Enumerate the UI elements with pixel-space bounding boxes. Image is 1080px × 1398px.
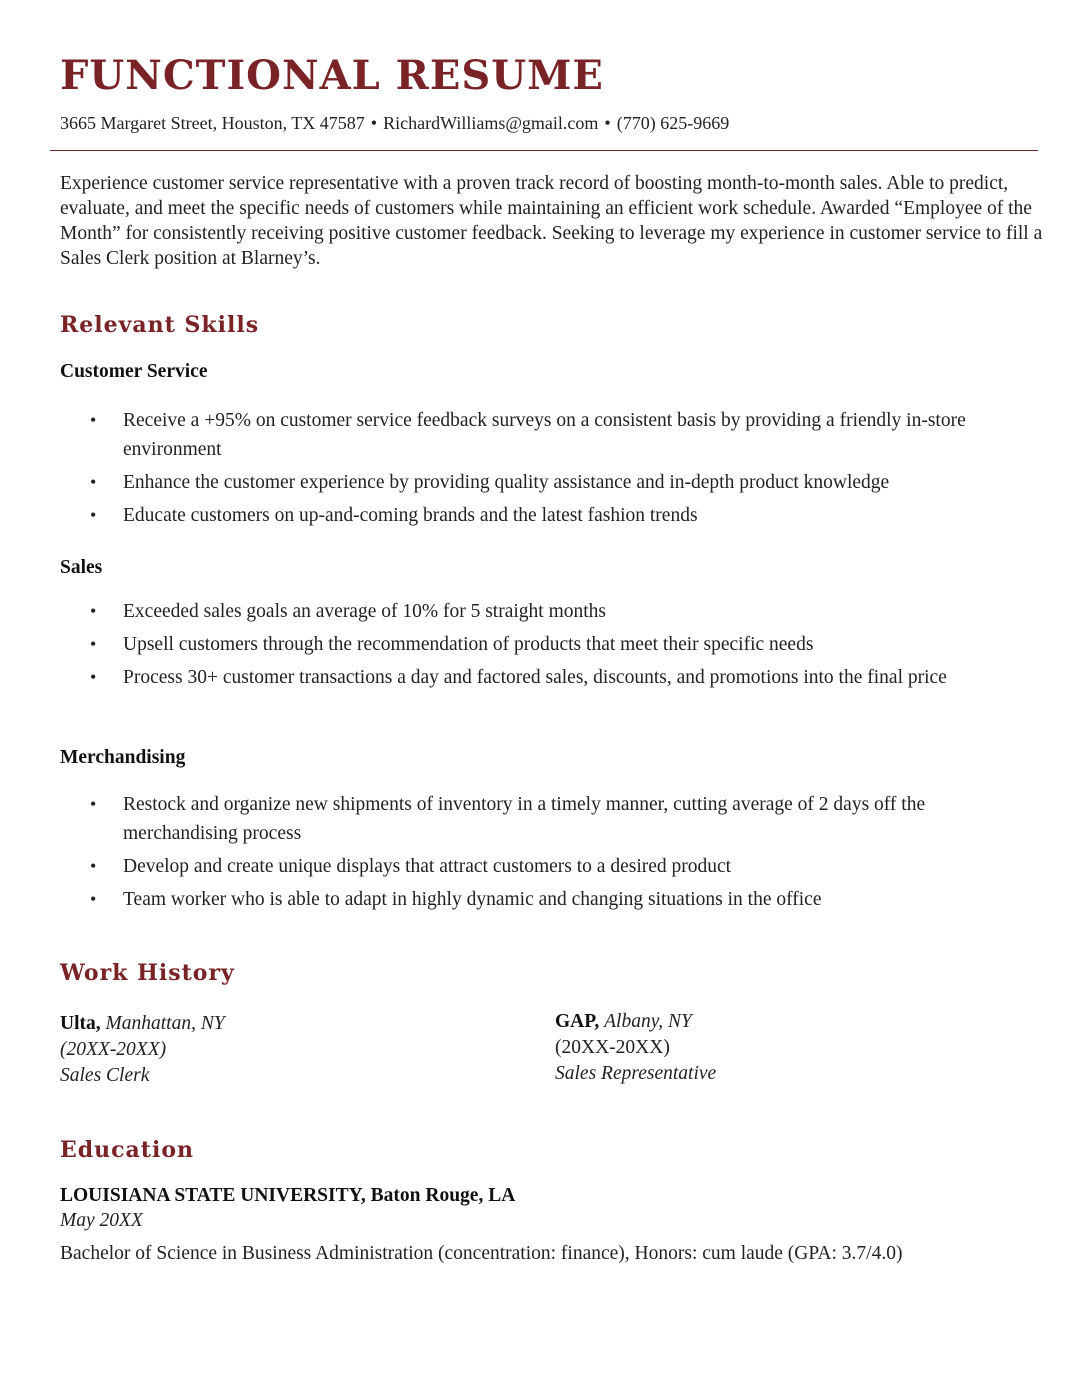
resume-title: FUNCTIONAL RESUME — [60, 52, 604, 99]
bullet-icon: • — [90, 472, 97, 492]
list-item-text: Educate customers on up-and-coming brands and the latest fashion trends — [123, 505, 698, 526]
job-location: Manhattan, NY — [105, 1013, 225, 1034]
education-date: May 20XX — [60, 1210, 143, 1231]
contact-address: 3665 Margaret Street, Houston, TX 47587 — [60, 113, 365, 133]
skill-group-title: Customer Service — [60, 361, 208, 382]
education-heading: Education — [60, 1137, 194, 1163]
job-location: Albany, NY — [604, 1011, 692, 1032]
bullet-icon: • — [90, 856, 97, 876]
list-item — [60, 885, 1025, 914]
job-entry — [555, 1009, 716, 1087]
job-company: Ulta — [60, 1013, 96, 1034]
bullet-icon: • — [90, 667, 97, 687]
job-company: GAP — [555, 1011, 595, 1032]
contact-separator: • — [604, 113, 611, 133]
list-item — [60, 406, 1025, 464]
list-item-text: Exceeded sales goals an average of 10% for 5 straight months — [123, 601, 607, 622]
list-item — [60, 663, 1025, 692]
skill-list — [60, 406, 1025, 534]
contact-line — [60, 113, 729, 134]
summary-paragraph: Experience customer service representative with a proven track record of boosting month-to-month sales. Able to predict, evaluate, and meet the specific needs of customers while maintaining an efficient work schedule. Awarded “Employee of the Month” for consistently receiving positive customer feedback. Seeking to leverage my experience in customer service to fill a Sales Clerk position at Blarney’s. — [60, 173, 1043, 269]
contact-email[interactable]: RichardWilliams@gmail.com — [383, 113, 599, 133]
job-dates: (20XX-20XX) — [555, 1037, 670, 1058]
skill-list — [60, 790, 1025, 918]
contact-separator: • — [370, 113, 378, 133]
list-item-text: Team worker who is able to adapt in highly dynamic and changing situations in the office — [123, 889, 822, 910]
list-item — [60, 501, 1025, 530]
list-item — [60, 790, 1025, 848]
job-title: Sales Clerk — [60, 1065, 150, 1086]
job-entry — [60, 1011, 225, 1089]
education-degree: Bachelor of Science in Business Administration (concentration: finance), Honors: cum laude (GPA: 3.7/4.0) — [60, 1243, 903, 1264]
skill-group-title: Merchandising — [60, 747, 186, 768]
skill-group-title: Sales — [60, 557, 103, 578]
skill-list — [60, 597, 1025, 696]
work-history-heading: Work History — [60, 960, 235, 986]
job-title: Sales Representative — [555, 1063, 717, 1084]
education-school — [60, 1185, 515, 1207]
header-divider — [50, 150, 1038, 151]
list-item-text: Restock and organize new shipments of inventory in a timely manner, cutting average of 2 days off the merchandising process — [123, 794, 926, 844]
bullet-icon: • — [90, 601, 97, 621]
bullet-icon: • — [90, 634, 97, 654]
bullet-icon: • — [90, 410, 97, 430]
skills-heading: Relevant Skills — [60, 312, 260, 338]
bullet-icon: • — [90, 889, 97, 909]
list-item-text: Enhance the customer experience by providing quality assistance and in-depth product knowledge — [123, 472, 890, 493]
job-company-line: GAP, Albany, NY — [555, 1011, 692, 1032]
list-item-text: Upsell customers through the recommendation of products that meet their specific needs — [123, 634, 814, 655]
list-item-text: Develop and create unique displays that attract customers to a desired product — [123, 856, 732, 877]
list-item — [60, 852, 1025, 881]
bullet-icon: • — [90, 505, 97, 525]
job-dates: (20XX-20XX) — [60, 1039, 167, 1060]
school-name: LOUISIANA STATE UNIVERSITY, Baton Rouge, LA — [60, 1185, 516, 1206]
list-item-text: Process 30+ customer transactions a day and factored sales, discounts, and promotions into the final price — [123, 667, 947, 688]
bullet-icon: • — [90, 794, 97, 814]
list-item — [60, 468, 1025, 497]
contact-phone[interactable]: (770) 625-9669 — [616, 113, 730, 133]
list-item — [60, 630, 1025, 659]
list-item-text: Receive a +95% on customer service feedback surveys on a consistent basis by providing a friendly in-store environment — [123, 410, 966, 460]
job-company-line: Ulta, Manhattan, NY — [60, 1013, 225, 1034]
list-item — [60, 597, 1025, 626]
